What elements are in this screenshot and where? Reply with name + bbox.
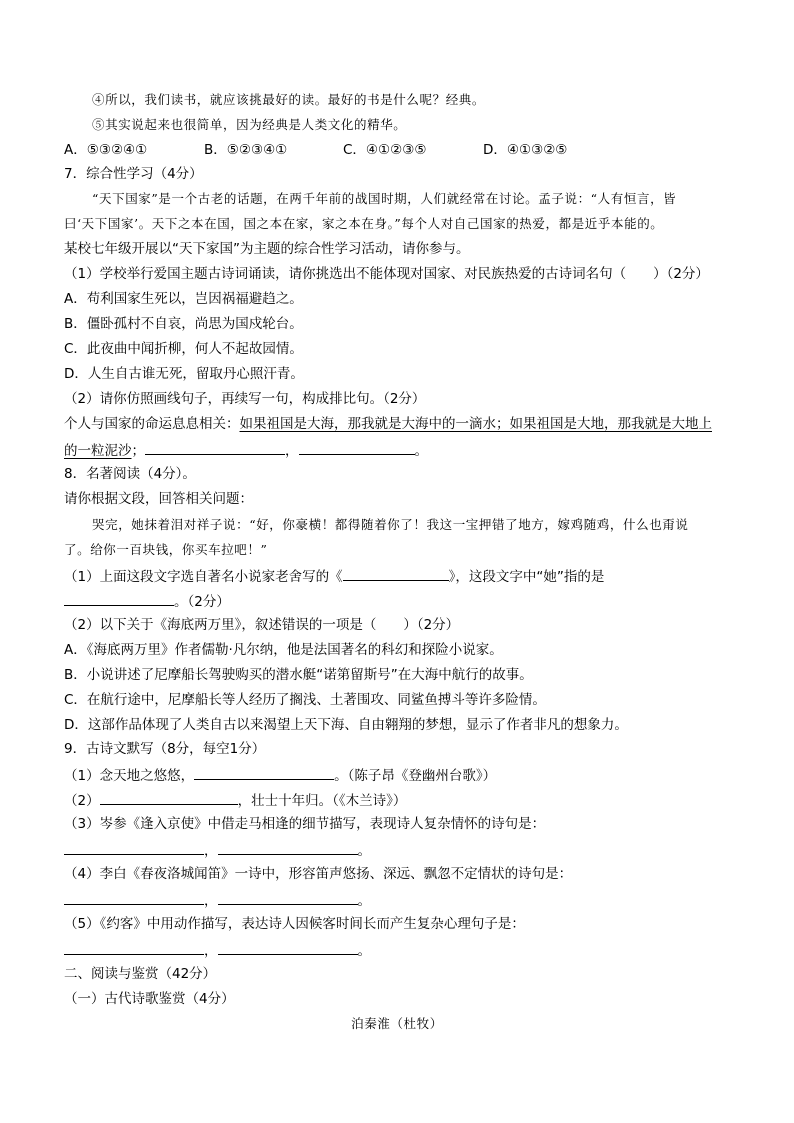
q8-passage-line-2: 了。给你一百块钱，你买车拉吧！” [64,542,268,557]
q7-title: 7．综合性学习（4分） [64,166,203,182]
section2-subtitle: （一）古代诗歌鉴赏（4分） [64,991,235,1007]
q9-part5-answer [64,940,371,960]
q9-part4-period: 。 [357,893,371,909]
q7-intro-line-2: 曰‘天下国家’。天下之本在国，国之本在家，家之本在身。”每个人对自己国家的热爱，都是近乎本能的。 [64,216,664,231]
q7-intro-line-3: 某校七年级开展以“天下家国”为主题的综合性学习活动，请你参与。 [64,241,470,257]
q7-part2-stem: （2）请你仿照画线句子，再续写一句，构成排比句。（2分） [64,391,426,407]
q7-part2-line-2 [64,440,428,460]
q8-part2-stem: （2）以下关于《海底两万里》，叙述错误的一项是（ ）（2分） [64,617,460,633]
q6-sentence-4: ④所以，我们读书，就应该挑最好的读。最好的书是什么呢？经典。 [92,92,486,107]
q9-part3-answer [64,840,371,860]
q9-part1-text-b: 。（陈子昂《登幽州台歌》） [334,768,497,784]
q9-part1-text-a: （1）念天地之悠悠， [64,768,195,784]
q9-part3-stem: （3）岑参《逢入京使》中借走马相逢的细节描写，表现诗人复杂情怀的诗句是： [64,816,546,832]
q6-sentence-5: ⑤其实说起来也很简单，因为经典是人类文化的精华。 [92,117,407,132]
q9-part3-blank-2[interactable] [218,840,358,855]
q8-part1-line-1 [64,566,604,586]
poem-title: 泊秦淮（杜牧） [351,1016,443,1031]
q6-option-b[interactable]: B．⑤②③④① [204,142,288,158]
q7-part2-blank-2[interactable] [299,440,415,455]
q9-title: 9．古诗文默写（8分，每空1分） [64,741,266,757]
q8-passage-line-1: 哭完，她抹着泪对祥子说：“好，你豪横！都得随着你了！我这一宝押错了地方，嫁鸡随鸡，什么也甭说 [92,517,689,532]
q9-part2-text-b: ，壮士十年归。（《木兰诗》） [237,793,407,809]
q8-part1-text-a: （1）上面这段文字选自著名小说家老舍写的《 [64,569,343,585]
q9-part4-answer [64,890,371,910]
q8-part1-blank-book[interactable] [343,566,449,581]
q9-part3-comma: ， [204,843,218,859]
q8-part2-option-c[interactable]: C．在航行途中，尼摩船长等人经历了搁浅、土著围攻、同鲨鱼搏斗等许多险情。 [64,692,546,708]
q7-part2-comma: ， [285,443,299,459]
q9-part4-comma: ， [204,893,218,909]
q9-part5-blank-1[interactable] [64,940,204,955]
q9-part3-blank-1[interactable] [64,840,204,855]
q9-part4-stem: （4）李白《春夜洛城闻笛》一诗中，形容笛声悠扬、深远、飘忽不定情状的诗句是： [64,866,573,882]
q7-part1-stem: （1）学校举行爱国主题古诗词诵读，请你挑选出不能体现对国家、对民族热爱的古诗词名句（ ）（2分） [64,266,709,282]
q9-part4-blank-1[interactable] [64,890,204,905]
q8-part1-text-b: 》，这段文字中“她”指的是 [448,569,605,585]
q6-option-d[interactable]: D．④①③②⑤ [483,142,568,158]
q9-part2-blank[interactable] [100,790,238,805]
q9-part1-blank[interactable] [194,765,334,780]
q8-instruction: 请你根据文段，回答相关问题： [64,491,253,507]
q8-part2-option-a[interactable]: A．《海底两万里》作者儒勒·凡尔纳，他是法国著名的科幻和探险小说家。 [64,642,503,658]
q9-part5-period: 。 [357,943,371,959]
q9-part1 [64,765,496,785]
q7-part2-lead: 个人与国家的命运息息相关： [64,416,240,432]
q8-part2-option-d[interactable]: D．这部作品体现了人类自古以来渴望上天下海、自由翱翔的梦想，显示了作者非凡的想象力。 [64,717,628,733]
q8-part1-line-2 [64,591,230,611]
q7-part2-blank-1[interactable] [145,440,285,455]
q7-part2-semicolon: ； [131,443,145,459]
q7-part1-option-a[interactable]: A．苟利国家生死以，岂因祸福避趋之。 [64,291,303,307]
q9-part4-blank-2[interactable] [218,890,358,905]
q7-part1-option-c[interactable]: C．此夜曲中闻折柳，何人不起故园情。 [64,341,303,357]
q9-part2-text-a: （2） [64,793,100,809]
q7-part2-line-1 [64,415,712,433]
q8-part1-blank-character[interactable] [64,591,174,606]
q7-part1-option-d[interactable]: D．人生自古谁无死，留取丹心照汗青。 [64,366,304,382]
q7-part1-option-b[interactable]: B．僵卧孤村不自哀，尚思为国戍轮台。 [64,316,303,332]
q9-part5-comma: ， [204,943,218,959]
q7-part2-period: 。 [414,443,428,459]
q6-option-a[interactable]: A．⑤③②④① [64,142,148,158]
q9-part5-stem: （5）《约客》中用动作描写，表达诗人因候客时间长而产生复杂心理句子是： [64,916,525,932]
q8-part1-text-c: 。（2分） [174,594,230,610]
q9-part2 [64,790,406,810]
q6-option-c[interactable]: C．④①②③⑤ [343,142,427,158]
q9-part5-blank-2[interactable] [218,940,358,955]
q7-part2-underlined-sentence: 如果祖国是大海，那我就是大海中的一滴水；如果祖国是大地，那我就是大地上 [239,416,712,432]
q8-title: 8．名著阅读（4分）。 [64,466,196,482]
q9-part3-period: 。 [357,843,371,859]
section2-title: 二、阅读与鉴赏（42分） [64,966,217,982]
q7-intro-line-1: “天下国家”是一个古老的话题，在两千年前的战国时期，人们就经常在讨论。孟子说：“人有恒言，皆 [92,191,677,206]
q8-part2-option-b[interactable]: B．小说讲述了尼摩船长驾驶购买的潜水艇“诺第留斯号”在大海中航行的故事。 [64,667,533,683]
q7-part2-underlined-tail: 的一粒泥沙 [64,443,132,459]
